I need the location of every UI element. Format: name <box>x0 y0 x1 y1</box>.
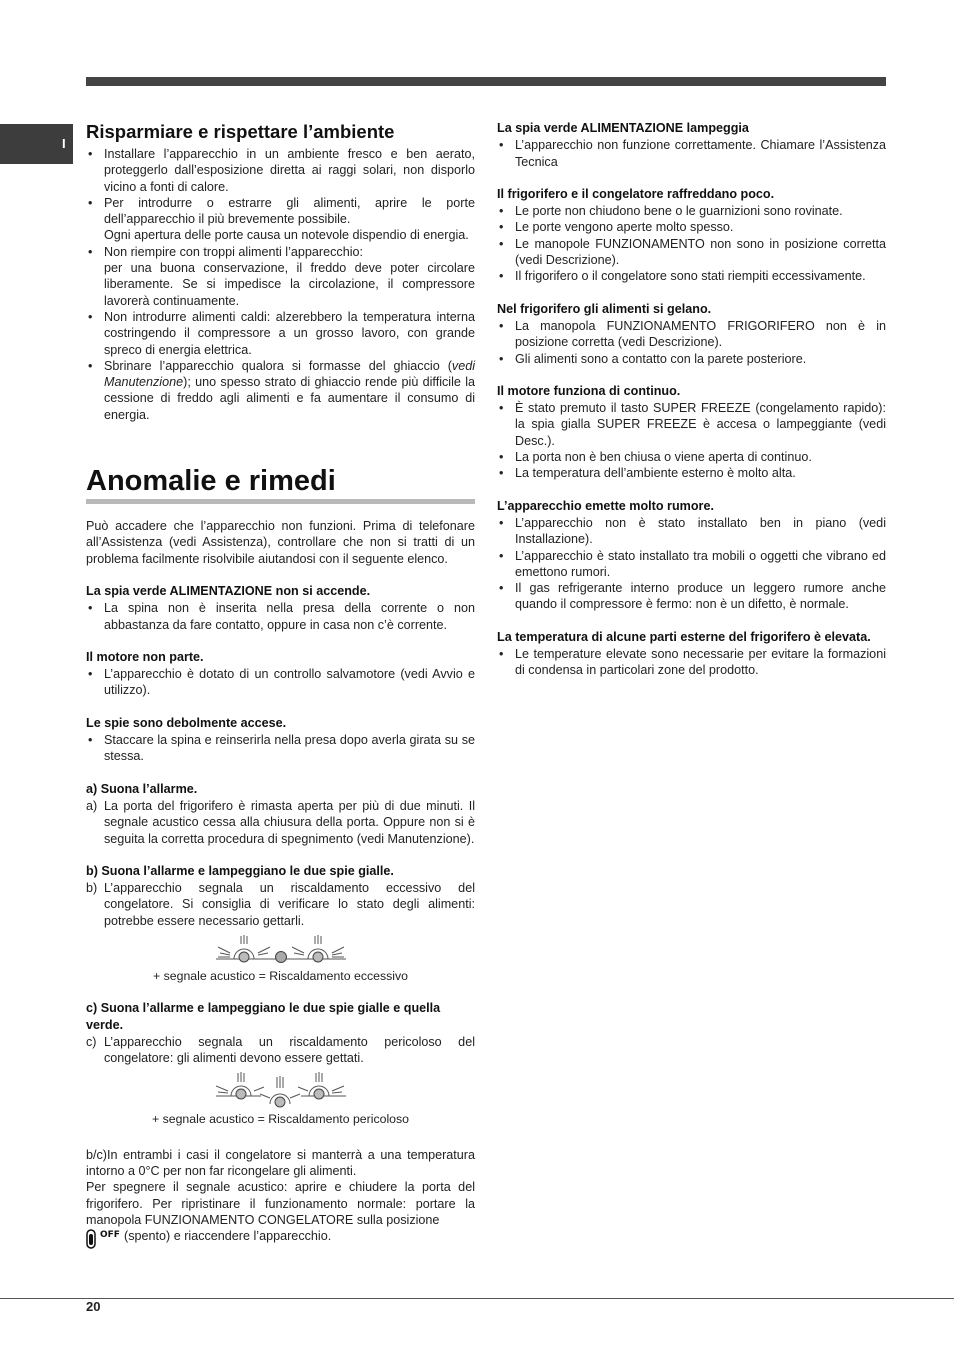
section-title: Risparmiare e rispettare l’ambiente <box>86 121 395 142</box>
question: Il motore funziona di continuo. <box>497 383 681 398</box>
question: Nel frigorifero gli alimenti si gelano. <box>497 301 712 316</box>
save-list <box>86 146 475 423</box>
left-column <box>86 120 475 1245</box>
diagram-caption: + segnale acustico = Riscaldamento eccessivo <box>153 968 408 983</box>
svg-text:OFF: OFF <box>100 1230 120 1241</box>
answer: • L’apparecchio è dotato di un controllo salvamotore (vedi Avvio e utilizzo). <box>86 666 475 699</box>
footer-rule <box>0 1298 954 1299</box>
list-item: • Non riempire con troppi alimenti l’apparecchio: per una buona conservazione, il freddo deve poter circolare liberamente. Se si impedisce la circolazione, il compressore lavorerà continuamente. <box>86 244 475 309</box>
top-rule <box>86 77 886 86</box>
list-item: • Sbrinare l’apparecchio qualora si formasse del ghiaccio (vedi Manutenzione); uno spesso strato di ghiaccio rende più difficile la cessione di freddo agli alimenti e fa aumentare il consumo di energia. <box>86 358 475 423</box>
question: Il frigorifero e il congelatore raffreddano poco. <box>497 186 775 201</box>
answer: • La temperatura dell’ambiente esterno è molto alta. <box>497 465 886 481</box>
indicator-diagram-dangerous <box>86 1070 475 1127</box>
knob-off-icon <box>86 1226 122 1254</box>
question: Le spie sono debolmente accese. <box>86 715 287 730</box>
answer: c) L’apparecchio segnala un riscaldamento pericoloso del congelatore: gli alimenti devono essere gettati. <box>86 1034 475 1066</box>
answer: a) La porta del frigorifero è rimasta aperta per più di due minuti. Il segnale acustico cessa alla chiusura della porta. Oppure non si è seguita la corretta procedura di spegnimento (vedi Manutenzione). <box>86 798 475 846</box>
question: L’apparecchio emette molto rumore. <box>497 498 714 513</box>
answer: • Il frigorifero o il congelatore sono stati riempiti eccessivamente. <box>497 268 886 284</box>
intro-text: Può accadere che l’apparecchio non funzioni. Prima di telefonare all’Assistenza (vedi Assistenza), controllare che non si tratti di un problema facilmente risolvibile aiutandosi con il seguente elenco. <box>86 519 475 566</box>
off-instruction: OFF (spento) e riaccendere l’apparecchio. <box>86 1228 475 1244</box>
page-number: 20 <box>86 1299 101 1314</box>
answer: • La manopola FUNZIONAMENTO FRIGORIFERO non è in posizione corretta (vedi Descrizione). <box>497 318 886 351</box>
question: La spia verde ALIMENTAZIONE lampeggia <box>497 121 749 135</box>
answer: • Le manopole FUNZIONAMENTO non sono in posizione corretta (vedi Descrizione). <box>497 236 886 269</box>
answer: • È stato premuto il tasto SUPER FREEZE (congelamento rapido): la spia gialla SUPER FREEZE è accesa o lampeggiante (vedi Desc.). <box>497 400 886 449</box>
answer: • L’apparecchio non è stato installato ben in piano (vedi Installazione). <box>497 515 886 548</box>
list-item: • Non introdurre alimenti caldi: alzerebbero la temperatura interna costringendo il compressore a un grosso lavoro, con grande spreco di energia elettrica. <box>86 309 475 358</box>
list-item: • Per introdurre o estrarre gli alimenti, aprire le porte dell’apparecchio il più brevemente possibile. Ogni apertura delle porte causa un notevole dispendio di energia. <box>86 195 475 244</box>
note-text: Per spegnere il segnale acustico: aprire e chiudere la porta del frigorifero. Per ripristinare il funzionamento normale: portare la manopola FUNZIONAMENTO CONGELATORE sulla posizione <box>86 1180 475 1227</box>
indicator-diagram-excessive <box>86 933 475 984</box>
answer: • Staccare la spina e reinserirla nella presa dopo averla girata su se stessa. <box>86 732 475 765</box>
answer: • Le porte non chiudono bene o le guarnizioni sono rovinate. <box>497 203 886 219</box>
question: La temperatura di alcune parti esterne del frigorifero è elevata. <box>497 629 871 644</box>
answer: b) L’apparecchio segnala un riscaldamento eccessivo del congelatore. Si consiglia di verificare lo stato degli alimenti: potrebbe essere necessario gettarli. <box>86 881 475 928</box>
page-title: Anomalie e rimedi <box>86 464 475 504</box>
note-text: b/c)In entrambi i casi il congelatore si manterrà a una temperatura intorno a 0°C per non far ricongelare gli alimenti. <box>86 1147 475 1179</box>
two-yellow-lights-icon <box>216 933 346 965</box>
question: a) Suona l’allarme. <box>86 781 198 796</box>
answer: • La spina non è inserita nella presa della corrente o non abbastanza da fare contatto, oppure in casa non c’è corrente. <box>86 600 475 633</box>
question: c) Suona l’allarme e lampeggiano le due spie gialle e quella verde. <box>86 1001 441 1032</box>
answer: • Il gas refrigerante interno produce un leggero rumore anche quando il compressore è fermo: non è un difetto, è normale. <box>497 580 886 613</box>
language-tab: I <box>0 124 73 164</box>
answer: • L’apparecchio è stato installato tra mobili o oggetti che vibrano ed emettono rumori. <box>497 548 886 581</box>
answer: • Le porte vengono aperte molto spesso. <box>497 219 886 235</box>
answer: • L’apparecchio non funzione correttamente. Chiamare l’Assistenza Tecnica <box>497 137 886 170</box>
three-lights-icon <box>216 1070 346 1108</box>
question: b) Suona l’allarme e lampeggiano le due spie gialle. <box>86 863 394 878</box>
question: La spia verde ALIMENTAZIONE non si accende. <box>86 583 371 598</box>
diagram-caption: + segnale acustico = Riscaldamento pericoloso <box>151 1112 410 1127</box>
answer: • La porta non è ben chiusa o viene aperta di continuo. <box>497 449 886 465</box>
right-column <box>497 120 886 679</box>
question: Il motore non parte. <box>86 649 204 664</box>
answer: • Le temperature elevate sono necessarie per evitare la formazioni di condensa in particolari zone del prodotto. <box>497 646 886 679</box>
answer: • Gli alimenti sono a contatto con la parete posteriore. <box>497 351 886 367</box>
list-item: • Installare l’apparecchio in un ambiente fresco e ben aerato, proteggerlo dall’esposizione diretta ai raggi solari, non disporlo vicino a fonti di calore. <box>86 146 475 195</box>
